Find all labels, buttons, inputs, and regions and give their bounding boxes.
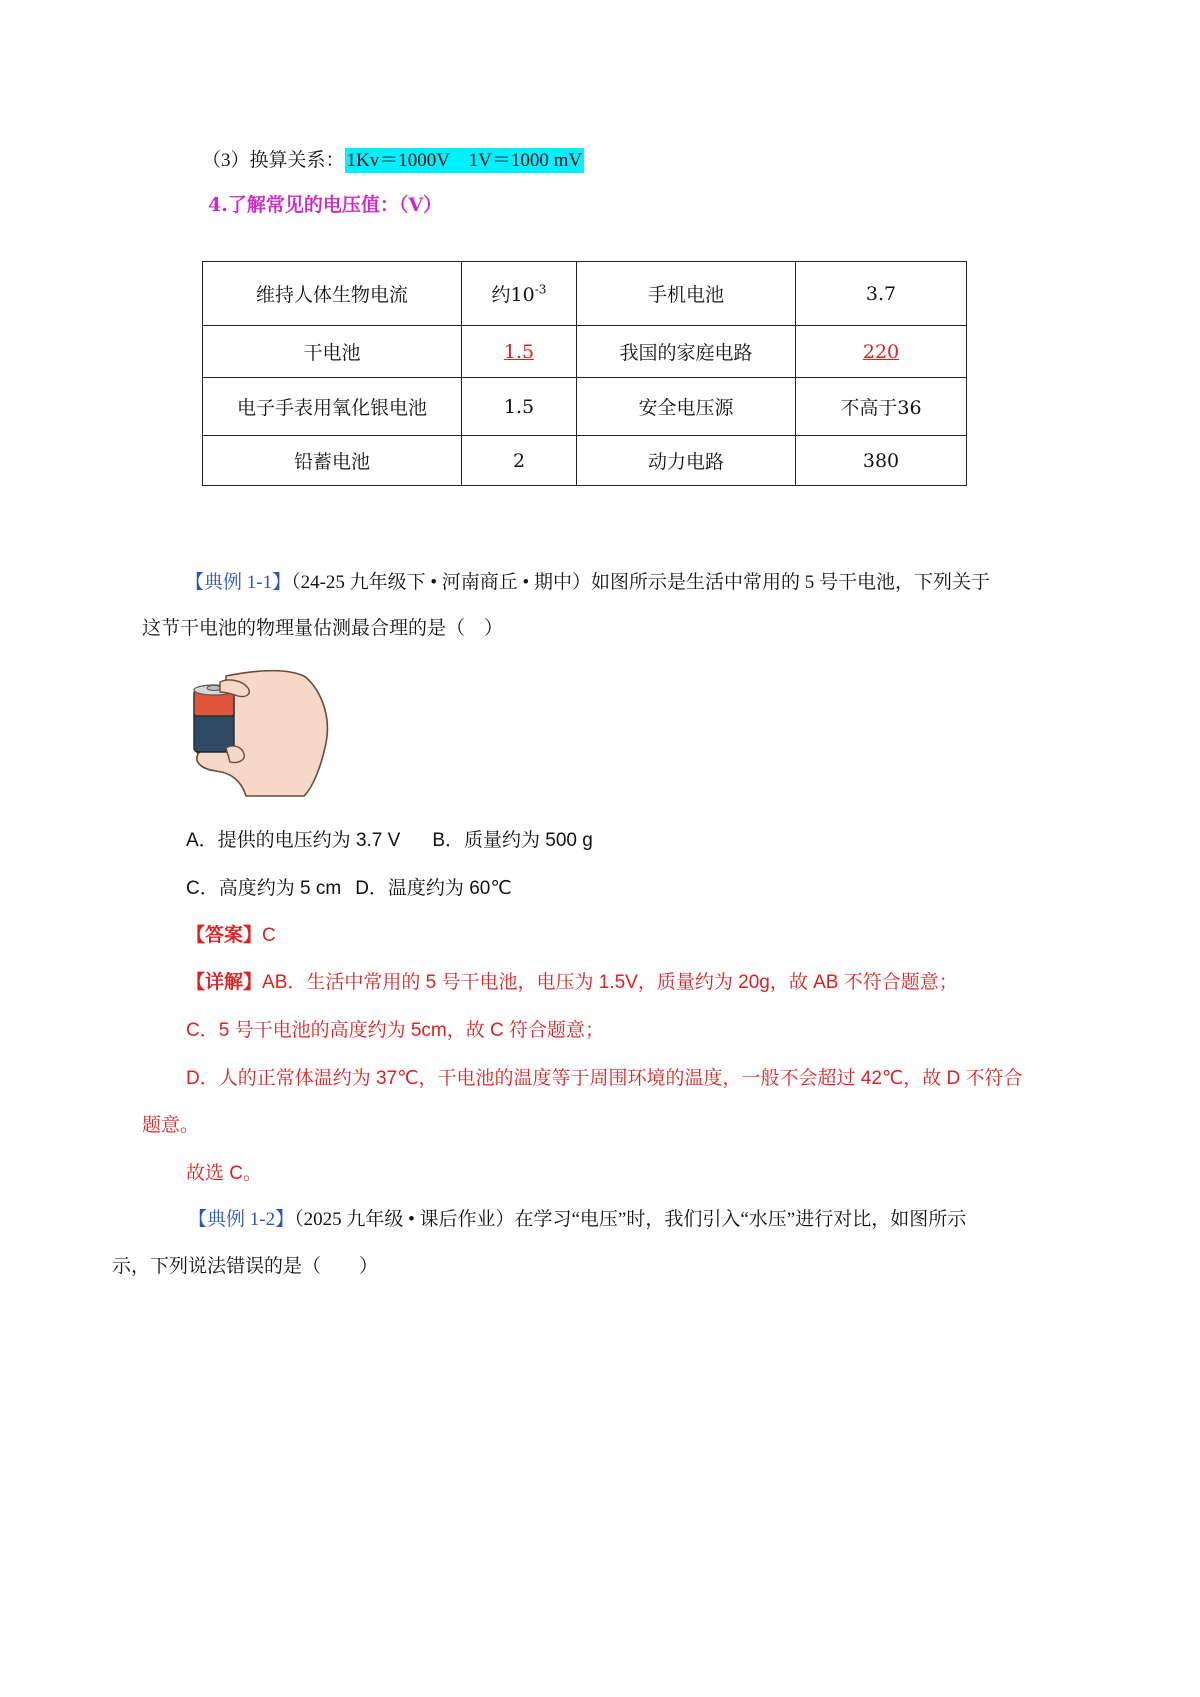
detail-line1 [186, 970, 958, 996]
conversion-formula: 1Kv＝1000V 1V＝1000 mV [346, 150, 583, 171]
voltage-table [202, 261, 967, 486]
example-source: （2025 九年级 • 课后作业） [294, 1209, 515, 1230]
example2-question-line2: 示，下列说法错误的是（ ） [112, 1256, 379, 1277]
example-question: 在学习“电压”时，我们引入“水压”进行对比，如图所示 [514, 1209, 967, 1230]
options-line-cd [186, 876, 512, 902]
detail-line2: C．5 号干电池的高度约为 5cm，故 C 符合题意； [186, 1020, 605, 1041]
example-question: 如图所示是生活中常用的 5 号干电池，下列关于 [590, 572, 990, 593]
option-b: B．质量约为 500 g [432, 830, 593, 851]
table-cell: 我国的家庭电路 [577, 326, 796, 378]
table-cell: 不高于36 [796, 378, 967, 436]
example-tag: 【典例 1-1】 [185, 572, 292, 593]
detail-text: AB．生活中常用的 5 号干电池，电压为 1.5V，质量约为 20g，故 AB 不符合题意； [262, 972, 958, 993]
table-cell: 3.7 [796, 262, 967, 326]
conversion-line [202, 148, 584, 174]
answer-label: 【答案】 [186, 925, 263, 946]
example1-question-line2: 这节干电池的物理量估测最合理的是（ ） [142, 618, 504, 639]
example1-question-line1 [185, 570, 990, 596]
table-cell: 安全电压源 [577, 378, 796, 436]
filled-answer: 220 [862, 340, 900, 363]
table-cell [462, 326, 577, 378]
table-row [203, 436, 967, 486]
battery-in-hand-illustration [186, 668, 332, 798]
conversion-prefix: （3）换算关系： [202, 150, 345, 171]
option-d: D．温度约为 60℃ [355, 878, 512, 899]
table-row [203, 262, 967, 326]
option-c: C．高度约为 5 cm [186, 878, 342, 899]
table-cell: 干电池 [203, 326, 462, 378]
table-cell: 维持人体生物电流 [203, 262, 462, 326]
table-cell [462, 262, 577, 326]
table-cell: 动力电路 [577, 436, 796, 486]
answer-line [186, 923, 276, 949]
detail-conclusion: 故选 C。 [186, 1163, 263, 1184]
table-row [203, 378, 967, 436]
section-title: 4.了解常见的电压值：（V） [208, 194, 443, 216]
cell-value-exponent: -3 [534, 282, 547, 297]
table-cell: 2 [462, 436, 577, 486]
answer-value: C [262, 925, 276, 946]
table-row [203, 326, 967, 378]
table-cell [796, 326, 967, 378]
detail-line3: D．人的正常体温约为 37℃，干电池的温度等于周围环境的温度，一般不会超过 42℃，故 D 不符合 [186, 1068, 1023, 1089]
example-tag: 【典例 1-2】 [188, 1209, 295, 1230]
detail-label: 【详解】 [186, 972, 263, 993]
table-cell: 1.5 [462, 378, 577, 436]
table-cell: 380 [796, 436, 967, 486]
option-a: A．提供的电压约为 3.7 V [186, 830, 401, 851]
options-line-ab [186, 828, 593, 854]
detail-line4: 题意。 [142, 1115, 200, 1136]
filled-answer: 1.5 [503, 340, 535, 363]
table-cell: 电子手表用氧化银电池 [203, 378, 462, 436]
table-cell: 手机电池 [577, 262, 796, 326]
table-cell: 铅蓄电池 [203, 436, 462, 486]
example-source: （24-25 九年级下 • 河南商丘 • 期中） [291, 572, 591, 593]
cell-value-base: 约10 [491, 284, 535, 306]
example2-question-line1 [188, 1207, 966, 1233]
